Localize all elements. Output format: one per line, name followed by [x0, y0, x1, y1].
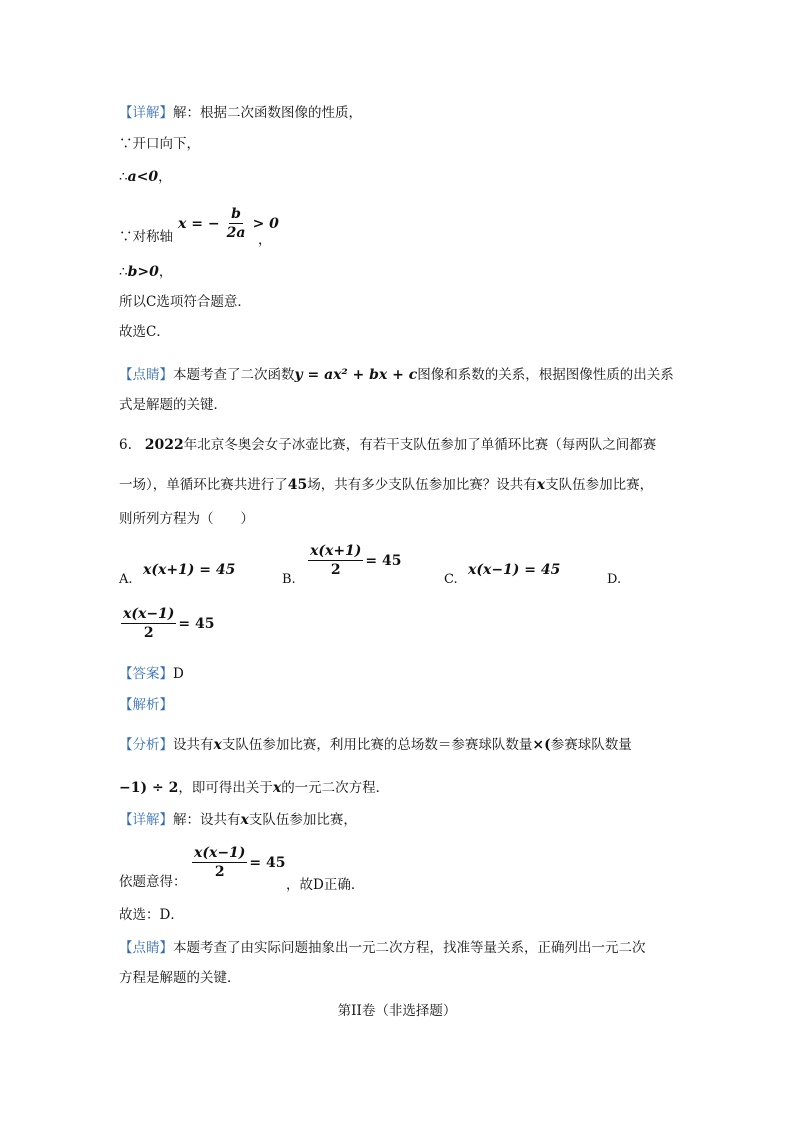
dt-conclusion: ，故D正确．: [286, 877, 365, 893]
equation-fraction: [190, 845, 286, 880]
analysis-label: 【解析】: [119, 697, 173, 713]
therefore-b-line: [119, 263, 172, 281]
comment2-line-1: [119, 939, 646, 957]
axis-x-eq: x = −: [178, 216, 220, 232]
fx-text-1: 设共有: [173, 737, 214, 753]
option-b[interactable]: [306, 543, 402, 578]
fx-var-x: x: [213, 737, 222, 753]
dt-text-2: 支队伍参加比赛，: [248, 812, 357, 828]
analysis-line-1: [119, 736, 632, 754]
option-b-fraction: [308, 543, 363, 578]
year: 2022: [144, 437, 184, 453]
so-c-line: 所以C选项符合题意．: [119, 294, 251, 310]
because-axis-line: [119, 228, 173, 246]
fx-times: ×(: [532, 737, 551, 753]
fx-text-2: 支队伍参加比赛，利用比赛的总场数＝参赛球队数量: [221, 737, 533, 753]
axis-comma: ，: [258, 232, 272, 248]
axis-gt: > 0: [252, 216, 279, 232]
option-d-numerator: x(x−1): [123, 606, 175, 622]
question-number: 6.: [119, 437, 132, 453]
section-title: 第II卷（非选择题）: [337, 1003, 457, 1019]
option-d-denominator: 2: [143, 625, 154, 641]
because-open-line: ∵开口向下，: [119, 136, 200, 152]
option-a[interactable]: x(x+1) = 45: [143, 562, 236, 578]
choose-c-line: 故选C．: [119, 324, 170, 340]
q6-text-2c: 支队伍参加比赛，: [545, 477, 654, 493]
q6-text-2b: 场，共有多少支队伍参加比赛？设共有: [307, 477, 537, 493]
fx-text-3: 参赛球队数量: [550, 737, 632, 753]
quadratic-formula: y = ax² + bx + c: [294, 367, 418, 383]
axis-fraction: [227, 206, 246, 241]
q6-line-3: 则所列方程为（ ）: [119, 511, 254, 527]
fx-var-x2: x: [272, 780, 282, 796]
comma-b: ，: [158, 264, 173, 280]
dt-text-1: 解：设共有: [173, 812, 241, 828]
option-a-label[interactable]: A.: [119, 572, 133, 587]
analysis-sub-label: 【分析】: [119, 737, 173, 753]
comment-text-a: 本题考查了二次函数: [173, 367, 295, 383]
games-count: 45: [287, 477, 308, 493]
detail2-label: 【详解】: [119, 812, 173, 828]
comment2-line-2: 方程是解题的关键．: [119, 970, 241, 986]
option-d-fraction: [121, 606, 176, 641]
detail-label: 【详解】: [119, 105, 173, 121]
detail2-line-2: [119, 873, 187, 891]
option-b-label[interactable]: B.: [282, 572, 296, 587]
option-c[interactable]: x(x−1) = 45: [468, 562, 561, 578]
comma: ，: [158, 169, 172, 185]
q6-text-2a: 一场），单循环比赛共进行了: [119, 477, 288, 493]
axis-numerator: b: [231, 206, 241, 222]
choose-d-line: 故选：D．: [119, 907, 184, 923]
var-x: x: [536, 477, 546, 493]
analysis-line-2: [119, 779, 389, 797]
answer-line: [119, 665, 184, 683]
a-lt-0: a<0: [127, 169, 159, 185]
therefore-symbol: ∴: [119, 169, 128, 185]
dt-fraction: [192, 845, 247, 880]
b-gt-0: b>0: [127, 264, 159, 280]
detail-line-1: [119, 104, 362, 122]
option-c-label[interactable]: C.: [444, 572, 458, 587]
comment-line-1: [119, 366, 674, 384]
q6-line-2: [119, 476, 653, 494]
q6-text-1: 年北京冬奥会女子冰壶比赛，有若干支队伍参加了单循环比赛（每两队之间都赛: [183, 437, 657, 453]
fx-formula: −1) ÷ 2: [119, 780, 179, 796]
answer-value: D: [173, 666, 184, 682]
dt-rhs: = 45: [249, 855, 286, 871]
dt-var-x: x: [240, 812, 249, 828]
option-d-label[interactable]: D.: [607, 572, 622, 587]
c2-text-1: 本题考查了由实际问题抽象出一元二次方程，找准等量关系，正确列出一元二次: [173, 940, 646, 956]
therefore-a-line: [119, 168, 172, 186]
comment-label: 【点睛】: [119, 367, 173, 383]
option-d[interactable]: [119, 606, 215, 641]
comment-text-b: 图像和系数的关系，根据图像性质的出关系: [417, 367, 674, 383]
comment-line-2: 式是解题的关键．: [119, 397, 227, 413]
dt-text-3: 依题意得：: [119, 874, 187, 890]
detail2-line-1: [119, 811, 357, 829]
comment2-label: 【点睛】: [119, 940, 173, 956]
option-d-rhs: = 45: [178, 616, 215, 632]
because-axis-text: ∵对称轴: [119, 229, 173, 245]
fx-text-5: ，即可得出关于: [178, 780, 273, 796]
answer-label: 【答案】: [119, 666, 173, 682]
therefore-symbol-b: ∴: [119, 264, 128, 280]
option-b-numerator: x(x+1): [310, 543, 362, 559]
axis-denominator: 2a: [226, 225, 246, 241]
dt-numerator: x(x−1): [194, 845, 246, 861]
option-b-denominator: 2: [330, 562, 341, 578]
q6-line-1: [119, 436, 656, 454]
fx-text-6: 的一元二次方程．: [281, 780, 390, 796]
dt-denominator: 2: [214, 864, 225, 880]
option-b-rhs: = 45: [365, 553, 402, 569]
detail-intro: 解：根据二次函数图像的性质，: [173, 105, 362, 121]
